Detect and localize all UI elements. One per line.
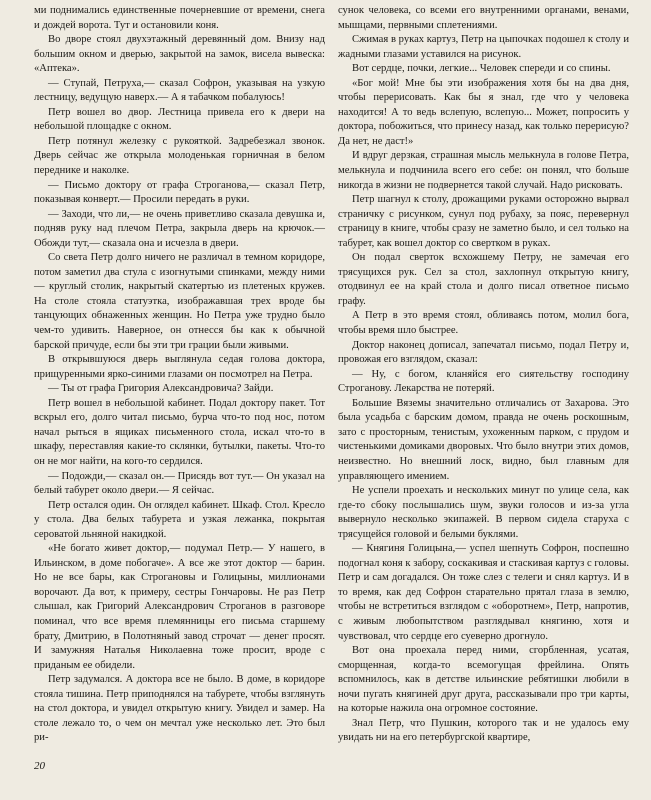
paragraph: Петр потянул железку с рукояткой. Задребезжал звонок. Дверь сейчас же открыла молоденькая горничная в белом переднике и наколке. <box>34 135 325 177</box>
paragraph: Вот она проехала перед ними, сгорбленная, усатая, сморщенная, когда-то всемогущая фрейлина. Опять вспомнилось, как в детстве ильинские ребятишки любили в ночи пугать княгиней друг друга, рассказывали про три карты, на которые нажила она огромное состояние. <box>338 645 629 715</box>
page-number: 20 <box>34 760 45 772</box>
paragraph: — Ты от графа Григория Александровича? Зайди. <box>48 383 274 395</box>
paragraph: Сжимая в руках картуз, Петр на цыпочках подошел к столу и жадными глазами уставился на рисунок. <box>338 34 629 60</box>
paragraph: Петр остался один. Он оглядел кабинет. Шкаф. Стол. Кресло у стола. Два белых табурета и узкая лежанка, покрытая сероватой льняной накидкой. <box>34 499 325 540</box>
paragraph: Петр вошел в небольшой кабинет. Подал доктору пакет. Тот вскрыл его, долго читал письмо, бурча что-то под нос, потом начал рыться в ящиках письменного стола, искал что-то в шкафу, переставляя какие-то склянки, бутылки, пакеты. Что-то он не мог найти, на кого-то сердился. <box>34 397 325 467</box>
paragraph: А Петр в это время стоял, обливаясь потом, молил бога, чтобы время шло быстрее. <box>338 310 629 337</box>
paragraph: В открывшуюся дверь выглянула седая голова доктора, прищуренными ярко-синими глазами он посмотрел на Петра. <box>34 354 325 380</box>
paragraph: — Ну, с богом, кланяйся его сиятельству господину Строганову. Лекарства не потеряй. <box>338 368 629 395</box>
paragraph: Вот сердце, почки, легкие... Человек спереди и со спины. <box>352 63 611 75</box>
paragraph: — Ступай, Петруха,— сказал Софрон, указывая на узкую лестницу, ведущую наверх.— А я табачком побалуюсь! <box>34 77 325 104</box>
paragraph: И вдруг дерзкая, страшная мысль мелькнула в голове Петра, мелькнула и подчинила всего его себе: он понял, что больше никогда в жизни не подвернется такой случай. Надо рисковать. <box>338 150 629 191</box>
paragraph: ми поднимались единственные почерневшие от времени, снега и дождей ворота. Тут и остановили коня. <box>34 5 325 31</box>
right-column <box>338 4 629 746</box>
paragraph: — Заходи, что ли,— не очень приветливо сказала девушка и, подняв руку над плечом Петра, закрыла дверь на крючок.— Обожди тут,— сказала она и исчезла в двери. <box>34 208 325 249</box>
paragraph: Знал Петр, что Пушкин, которого так и не удалось ему увидать ни на его петербургской квартире, <box>338 717 629 744</box>
paragraph: сунок человека, со всеми его внутренними органами, венами, мышцами, первными сплетениями. <box>338 5 629 31</box>
paragraph: Петр задумался. А доктора все не было. В доме, в коридоре стояла тишина. Петр приподнялся на табурете, чтобы взглянуть на стол доктора, и увидел открытую книгу. Увидел и замер. На столе лежало то, о чем он мечтал уже несколько лет. Это был ри- <box>34 674 325 744</box>
paragraph: — Подожди,— сказал он.— Присядь вот тут.— Он указал на белый табурет около двери.— Я сейчас. <box>34 470 325 497</box>
paragraph: — Письмо доктору от графа Строганова,— сказал Петр, показывая конверт.— Просили передать в руки. <box>34 179 325 206</box>
paragraph: Петр шагнул к столу, дрожащими руками осторожно вырвал страничку с рисунком, сунул под рубаху, за пояс, перевернул страницу в книге, чтобы сразу не заметно было, и сел только на табурет, как вошел доктор со свертком в руках. <box>338 194 629 249</box>
paragraph: Не успели проехать и нескольких минут по улице села, как где-то сбоку послышались шум, звуки голосов и из-за угла вывернуло несколько экипажей. В первом сидела старуха с трясущейся головой и белыми буклями. <box>338 485 629 540</box>
paragraph: — Княгиня Голицына,— успел шепнуть Софрон, поспешно подогнал коня к забору, соскакивая и стаскивая картуз с головы. Петр и сам догадался. Он тоже слез с телеги и снял картуз. И в то время, как дед Софрон старательно прятал глаза в землю, чтобы не встретиться взглядом с «оборотнем», Петр, напротив, с живым любопытством разглядывал княгиню, хотя и чувствовал, что сердце его суеверно дрогнуло. <box>338 543 629 642</box>
paragraph: Во дворе стоял двухэтажный деревянный дом. Внизу над большим окном и дверью, закрытой на замок, висела вывеска: «Аптека». <box>34 34 325 75</box>
paragraph: Он подал сверток всхожшему Петру, не замечая его трясущихся рук. Сел за стол, захлопнул открытую книгу, отодвинул ее на край стола и долго писал ответное письмо графу. <box>338 252 629 307</box>
paragraph: Со света Петр долго ничего не различал в темном коридоре, потом заметил два стула с изогнутыми спинками, между ними — круглый столик, накрытый скатертью из плетеных кружев. На столе стояла статуэтка, изображавшая трех вроде бы танцующих обнаженных женщин. Но Петра уже трудно было чем-то удивить. Наверное, он отнесся бы как к обычной барской причуде, если бы эти три грации были живыми. <box>34 252 325 351</box>
left-column <box>34 4 325 746</box>
paragraph: Большие Вяземы значительно отличались от Захарова. Это была усадьба с барским домом, правда не очень роскошным, зато с просторным, тенистым, ухоженным парком, с прудом и чистенькими домиками дворовых. Что было внутри этих домов, неизвестно. Но внешний лоск, видно, был главным для управляющего имением. <box>338 397 629 482</box>
paragraph: «Бог мой! Мне бы эти изображения хотя бы на два дня, чтобы перерисовать. Как бы я знал, где что у человека находится! А то ведь вслепую, вслепую... Может, попросить у доктора, побожиться, что принесу назад, как только перерисую? Да нет, не даст!» <box>338 77 629 147</box>
paragraph: «Не богато живет доктор,— подумал Петр.— У нашего, в Ильинском, в доме побогаче». А все же этот доктор — барин. Но не все бары, как Строгановы и Голицыны, миллионами ворочают. Да вот, к примеру, сестры Гончаровы. Не раз Петр слышал, как Григорий Александрович Строганов в разговоре поминал, что все время племянницы его письма старшему брату, Дмитрию, в Полотняный завод строчат — денег просят. И замужняя Наталья Николаевна тоже просит, вроде с приданым ее обидели. <box>34 543 325 671</box>
paragraph: Доктор наконец дописал, запечатал письмо, подал Петру и, провожая его взглядом, сказал: <box>338 339 629 366</box>
paragraph: Петр вошел во двор. Лестница привела его к двери на небольшой площадке с окном. <box>34 106 325 133</box>
